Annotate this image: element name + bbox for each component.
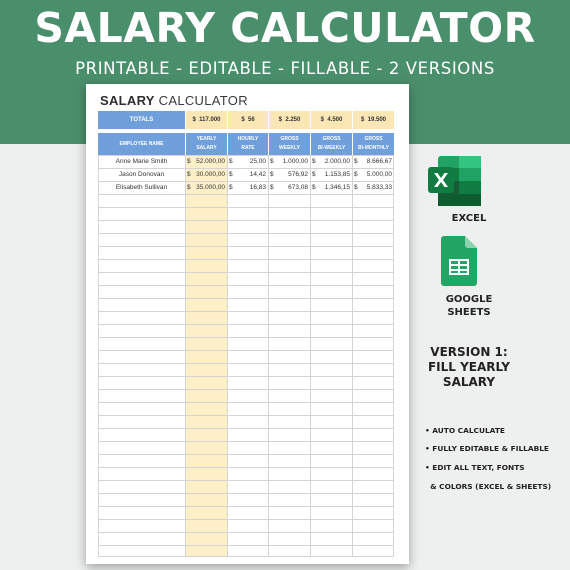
row-divider	[98, 441, 394, 442]
row-divider	[98, 324, 394, 325]
row-divider	[98, 233, 394, 234]
bimonthly-cell	[352, 156, 394, 168]
row-divider	[98, 480, 394, 481]
total-cell	[310, 111, 352, 129]
amount: 576,92	[288, 171, 308, 178]
feature-item: • AUTO CALCULATE	[425, 426, 505, 435]
row-divider	[98, 272, 394, 273]
version-title-line1: VERSION 1:	[430, 345, 508, 359]
currency-symbol: $	[354, 171, 358, 178]
row-divider	[98, 467, 394, 468]
yearly-cell[interactable]	[185, 156, 227, 168]
currency-symbol: $	[312, 184, 316, 191]
column-header	[227, 133, 268, 155]
biweekly-cell	[310, 169, 352, 181]
column-divider	[352, 155, 353, 557]
currency-symbol: $	[187, 171, 191, 178]
totals-label: TOTALS	[98, 111, 185, 129]
data-grid	[98, 155, 394, 557]
yearly-salary-input-column	[185, 155, 227, 557]
amount: 14,42	[249, 171, 266, 178]
total-number: 56	[248, 117, 255, 123]
biweekly-cell	[310, 156, 352, 168]
row-divider	[98, 246, 394, 247]
header-line: HOURLY	[237, 136, 259, 142]
currency-symbol: $	[312, 171, 316, 178]
spreadsheet-preview	[86, 84, 409, 564]
employee-name-cell[interactable]: Elisabeth Sullivan	[115, 184, 168, 191]
google-sheets-label-line2: SHEETS	[447, 307, 491, 318]
currency-symbol: $	[354, 184, 358, 191]
currency-symbol: $	[187, 158, 191, 165]
weekly-cell	[268, 169, 310, 181]
amount: 673,08	[288, 184, 308, 191]
currency-symbol: $	[270, 158, 274, 165]
row-divider	[98, 402, 394, 403]
column-divider	[227, 155, 228, 557]
header-line: GROSS	[322, 136, 341, 142]
bimonthly-cell	[352, 169, 394, 181]
total-cell	[268, 111, 310, 129]
amount: 52.000,00	[196, 158, 225, 165]
hourly-cell	[227, 156, 268, 168]
row-divider	[98, 556, 394, 557]
currency-symbol: $	[229, 184, 233, 191]
currency-symbol: $	[270, 184, 274, 191]
amount: 5.833,33	[366, 184, 392, 191]
row-divider	[98, 545, 394, 546]
excel-label: EXCEL	[451, 213, 487, 224]
row-divider	[98, 311, 394, 312]
column-divider	[393, 155, 394, 557]
amount: 16,83	[249, 184, 266, 191]
row-divider	[98, 350, 394, 351]
column-header-row	[98, 133, 394, 155]
yearly-cell[interactable]	[185, 182, 227, 194]
column-divider	[310, 155, 311, 557]
row-divider	[98, 285, 394, 286]
amount: 25,00	[249, 158, 266, 165]
header-line: BI-WEEKLY	[317, 145, 346, 151]
version-title-line2: FILL YEARLY	[427, 360, 510, 374]
row-divider	[98, 389, 394, 390]
column-header	[185, 133, 227, 155]
feature-item: & COLORS (EXCEL & SHEETS)	[425, 482, 552, 491]
header-line: BI-MONTHLY	[358, 145, 389, 151]
employee-name-cell[interactable]: Anne Marie Smith	[115, 158, 168, 165]
feature-item: • FULLY EDITABLE & FILLABLE	[425, 444, 549, 453]
total-cell	[185, 111, 227, 129]
yearly-cell[interactable]	[185, 169, 227, 181]
version-title-line3: SALARY	[442, 375, 496, 389]
row-divider	[98, 259, 394, 260]
row-divider	[98, 376, 394, 377]
total-cell	[352, 111, 394, 129]
employee-name-cell[interactable]: Jason Donovan	[118, 171, 165, 178]
biweekly-cell	[310, 182, 352, 194]
total-number: 2.250	[285, 117, 301, 123]
amount: 1.153,85	[324, 171, 350, 178]
total-value: $	[360, 117, 365, 123]
column-header	[352, 133, 394, 155]
header-line: YEARLY	[196, 136, 217, 142]
currency-symbol: $	[187, 184, 191, 191]
column-divider	[185, 155, 186, 557]
row-divider	[98, 532, 394, 533]
header-line: RATE	[241, 145, 255, 151]
row-divider	[98, 428, 394, 429]
row-divider	[98, 519, 394, 520]
column-header	[268, 133, 310, 155]
row-divider	[98, 337, 394, 338]
row-divider	[98, 207, 394, 208]
currency-symbol: $	[270, 171, 274, 178]
amount: 8.666,67	[366, 158, 392, 165]
amount: 30.000,00	[196, 171, 225, 178]
row-divider	[98, 220, 394, 221]
header-line: SALARY	[196, 145, 217, 151]
row-divider	[98, 454, 394, 455]
row-divider	[98, 506, 394, 507]
header-line: GROSS	[364, 136, 383, 142]
total-value: $	[241, 117, 245, 123]
page-subtitle: PRINTABLE - EDITABLE - FILLABLE - 2 VERSIONS	[75, 59, 495, 78]
amount: 1.000,00	[282, 158, 308, 165]
column-divider	[98, 155, 99, 557]
amount: 5.000,00	[366, 171, 392, 178]
sheet-title: SALARY CALCULATOR	[100, 93, 248, 108]
column-header	[310, 133, 352, 155]
currency-symbol: $	[229, 158, 233, 165]
total-value: $	[320, 117, 324, 123]
hourly-cell	[227, 169, 268, 181]
excel-icon	[426, 155, 482, 207]
total-number: 4.500	[327, 117, 343, 123]
header-line: EMPLOYEE NAME	[119, 141, 164, 147]
page-title: SALARY CALCULATOR	[34, 4, 536, 52]
row-divider	[98, 415, 394, 416]
total-value: $	[278, 117, 282, 123]
google-sheets-label-line1: GOOGLE	[445, 294, 493, 305]
amount: 35.000,00	[196, 184, 225, 191]
total-number: 117.000	[199, 117, 221, 123]
google-sheets-icon	[441, 236, 477, 286]
hourly-cell	[227, 182, 268, 194]
header-line: GROSS	[280, 136, 299, 142]
amount: 2.000,00	[324, 158, 350, 165]
weekly-cell	[268, 156, 310, 168]
weekly-cell	[268, 182, 310, 194]
feature-item: • EDIT ALL TEXT, FONTS	[425, 463, 525, 472]
column-header	[98, 133, 185, 155]
header-line: WEEKLY	[279, 145, 300, 151]
totals-row	[98, 111, 394, 129]
currency-symbol: $	[312, 158, 316, 165]
bimonthly-cell	[352, 182, 394, 194]
amount: 1.346,15	[324, 184, 350, 191]
total-cell	[227, 111, 268, 129]
total-value: $	[192, 117, 196, 123]
row-divider	[98, 298, 394, 299]
total-number: 19.500	[367, 117, 387, 123]
currency-symbol: $	[354, 158, 358, 165]
column-divider	[268, 155, 269, 557]
currency-symbol: $	[229, 171, 233, 178]
row-divider	[98, 493, 394, 494]
row-divider	[98, 363, 394, 364]
row-divider	[98, 194, 394, 195]
